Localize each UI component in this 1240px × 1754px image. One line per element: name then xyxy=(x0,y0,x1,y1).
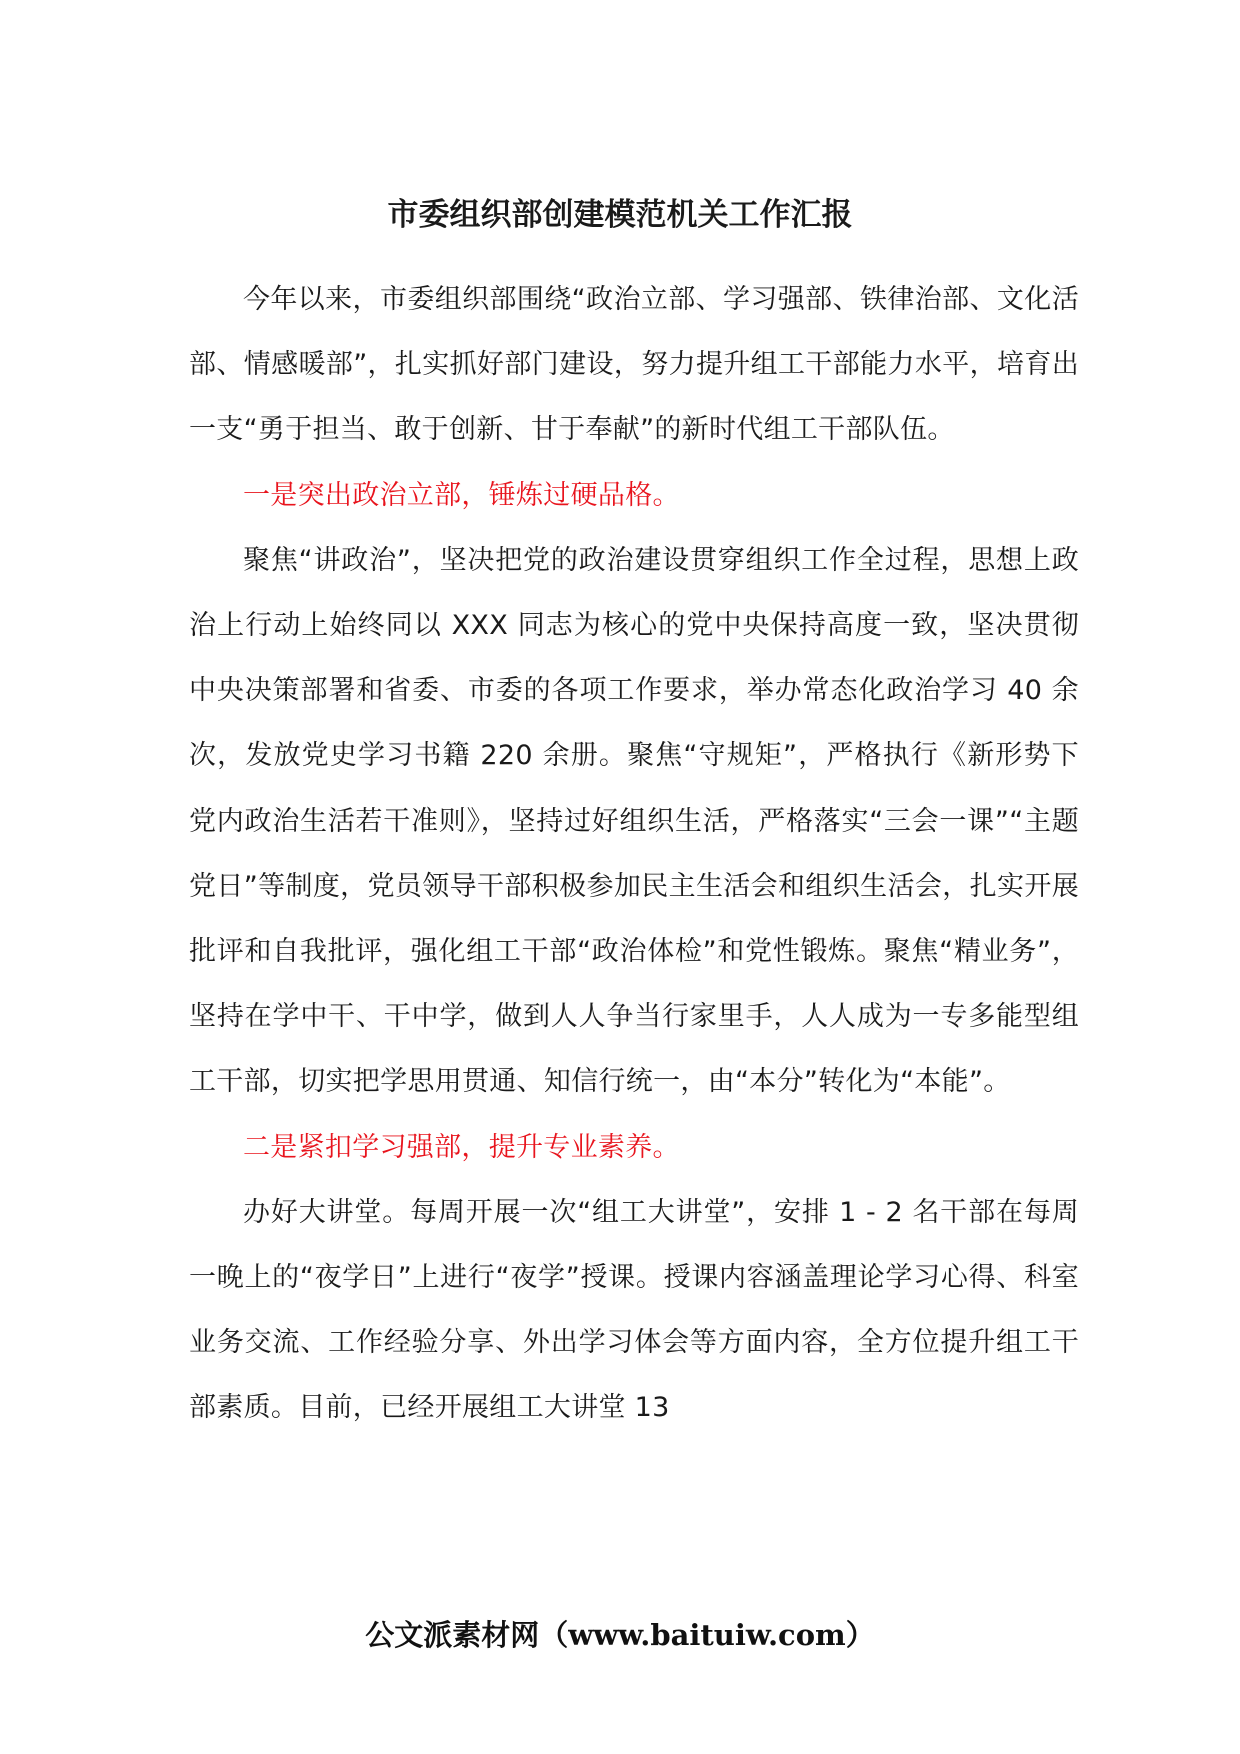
section-2-paragraph: 办好大讲堂。每周开展一次“组工大讲堂”，安排 1 - 2 名干部在每周一晚上的“夜学日”上进行“夜学”授课。授课内容涵盖理论学习心得、科室业务交流、工作经验分享、外出学习体会等方面内容，全方位提升组工干部素质。目前，已经开展组工大讲堂 13 xyxy=(189,1196,1079,1424)
section-heading-2: 二是紧扣学习强部，提升专业素养。 xyxy=(243,1131,680,1163)
document-body xyxy=(189,267,1079,1441)
footer-watermark: 公文派素材网（www.baituiw.com） xyxy=(365,1618,875,1652)
document-title: 市委组织部创建模范机关工作汇报 xyxy=(387,197,853,233)
section-heading-1: 一是突出政治立部，锤炼过硬品格。 xyxy=(243,479,680,511)
intro-paragraph: 今年以来，市委组织部围绕“政治立部、学习强部、铁律治部、文化活部、情感暖部”，扎实抓好部门建设，努力提升组工干部能力水平，培育出一支“勇于担当、敢于创新、甘于奉献”的新时代组工干部队伍。 xyxy=(189,284,1079,446)
section-1-paragraph: 聚焦“讲政治”，坚决把党的政治建设贯穿组织工作全过程，思想上政治上行动上始终同以 XXX 同志为核心的党中央保持高度一致，坚决贯彻中央决策部署和省委、市委的各项工作要求，举办常态化政治学习 40 余次，发放党史学习书籍 220 余册。聚焦“守规矩”，严格执行《新形势下党内政治生活若干准则》，坚持过好组织生活，严格落实“三会一课”“主题党日”等制度，党员领导干部积极参加民主生活会和组织生活会，扎实开展批评和自我批评，强化组工干部“政治体检”和党性锻炼。聚焦“精业务”，坚持在学中干、干中学，做到人人争当行家里手，人人成为一专多能型组工干部，切实把学思用贯通、知信行统一，由“本分”转化为“本能”。 xyxy=(189,544,1079,1098)
